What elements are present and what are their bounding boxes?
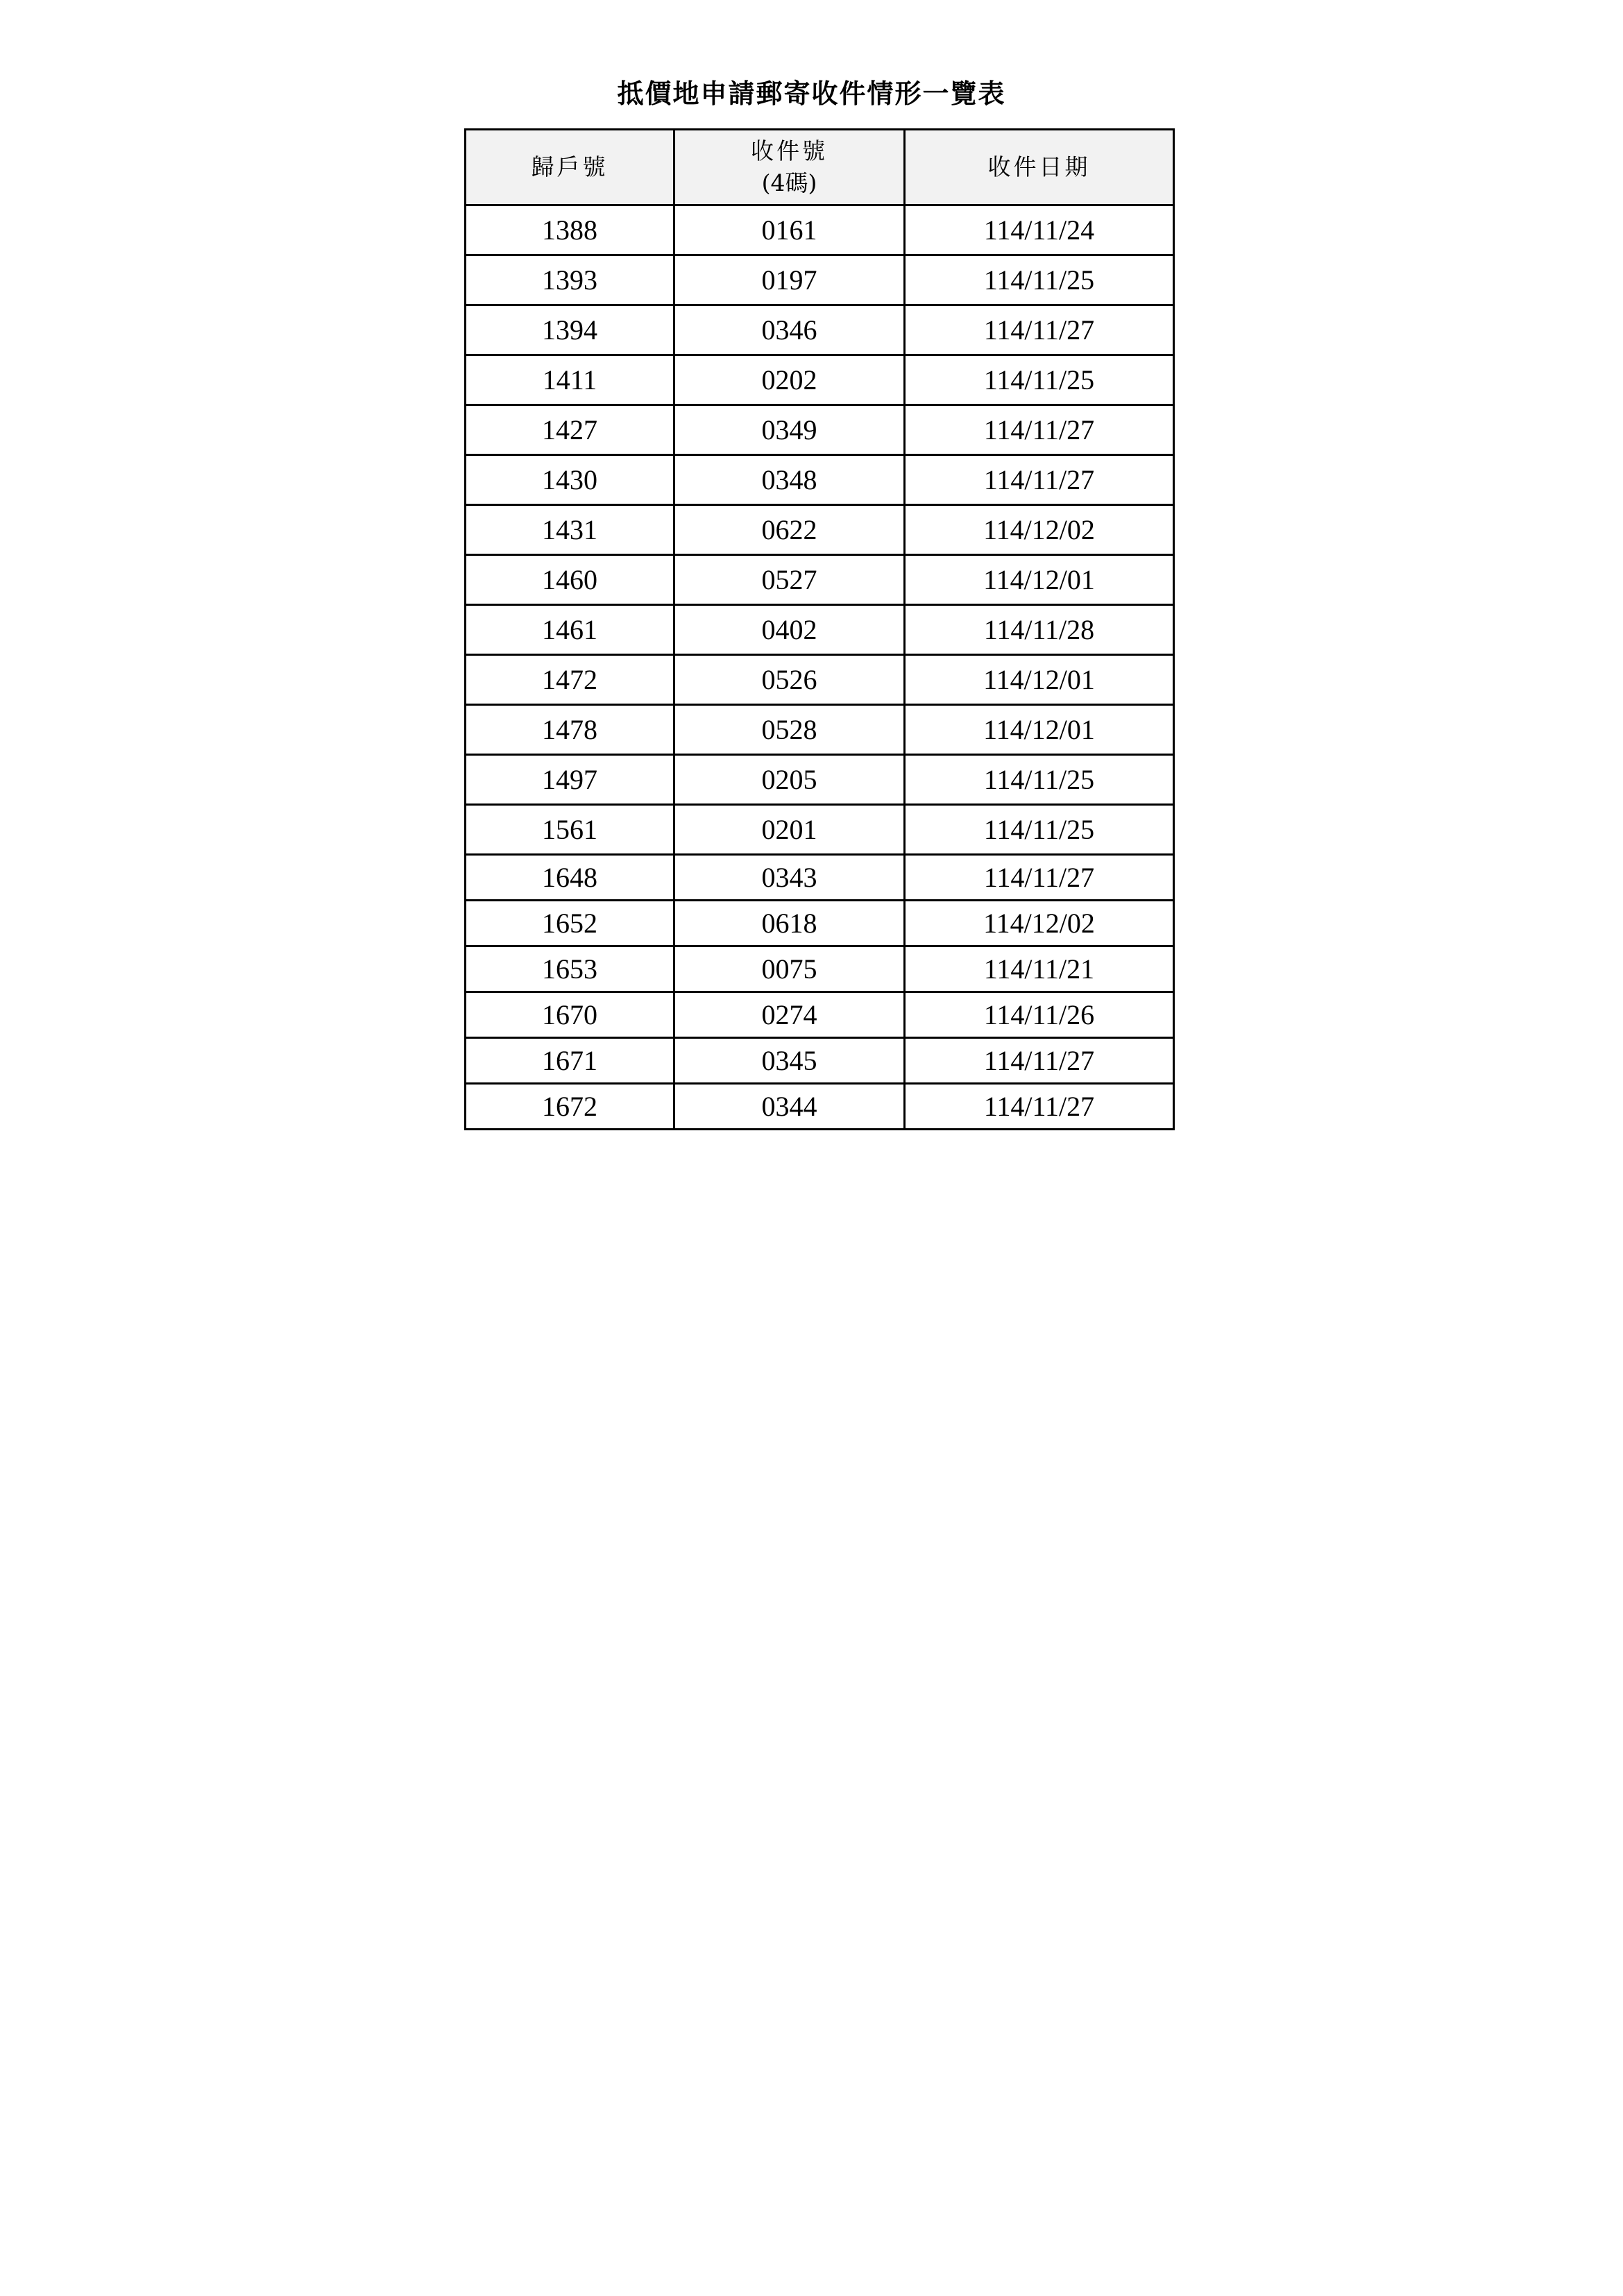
- cell-receipt-no: 0343: [674, 855, 905, 901]
- header-row: [466, 130, 1174, 205]
- header-receipt-no: [674, 130, 905, 205]
- table-row: [466, 1038, 1174, 1084]
- cell-receipt-date: 114/11/27: [905, 1038, 1174, 1084]
- table-row: [466, 505, 1174, 555]
- cell-receipt-date: 114/12/02: [905, 505, 1174, 555]
- cell-household-no: 1411: [466, 355, 674, 405]
- table-row: [466, 755, 1174, 805]
- cell-receipt-date: 114/11/25: [905, 355, 1174, 405]
- cell-receipt-date: 114/11/27: [905, 305, 1174, 355]
- cell-household-no: 1430: [466, 455, 674, 505]
- table-row: [466, 405, 1174, 455]
- cell-receipt-no: 0345: [674, 1038, 905, 1084]
- cell-receipt-date: 114/12/01: [905, 555, 1174, 605]
- page-title: 抵價地申請郵寄收件情形一覽表: [617, 78, 1006, 109]
- cell-receipt-date: 114/11/21: [905, 946, 1174, 992]
- table-header: [466, 130, 1174, 205]
- cell-household-no: 1394: [466, 305, 674, 355]
- cell-receipt-no: 0402: [674, 605, 905, 655]
- cell-receipt-date: 114/11/25: [905, 755, 1174, 805]
- cell-household-no: 1670: [466, 992, 674, 1038]
- cell-receipt-no: 0527: [674, 555, 905, 605]
- table-row: [466, 855, 1174, 901]
- cell-receipt-date: 114/12/02: [905, 901, 1174, 946]
- cell-receipt-date: 114/12/01: [905, 655, 1174, 705]
- header-receipt-date: 收件日期: [905, 130, 1174, 205]
- cell-household-no: 1460: [466, 555, 674, 605]
- cell-receipt-no: 0205: [674, 755, 905, 805]
- cell-receipt-no: 0197: [674, 255, 905, 305]
- table-row: [466, 705, 1174, 755]
- cell-receipt-date: 114/11/26: [905, 992, 1174, 1038]
- table-row: [466, 205, 1174, 255]
- cell-receipt-date: 114/11/25: [905, 805, 1174, 855]
- header-receipt-no-sub: (4碼): [761, 169, 817, 196]
- cell-household-no: 1478: [466, 705, 674, 755]
- cell-household-no: 1648: [466, 855, 674, 901]
- cell-receipt-date: 114/12/01: [905, 705, 1174, 755]
- table-row: [466, 305, 1174, 355]
- table-row: [466, 655, 1174, 705]
- cell-receipt-no: 0348: [674, 455, 905, 505]
- cell-household-no: 1653: [466, 946, 674, 992]
- cell-receipt-no: 0622: [674, 505, 905, 555]
- table-row: [466, 555, 1174, 605]
- table-body: [466, 205, 1174, 1130]
- cell-household-no: 1561: [466, 805, 674, 855]
- cell-household-no: 1461: [466, 605, 674, 655]
- cell-receipt-no: 0346: [674, 305, 905, 355]
- cell-receipt-no: 0201: [674, 805, 905, 855]
- table-row: [466, 946, 1174, 992]
- cell-receipt-no: 0526: [674, 655, 905, 705]
- cell-receipt-no: 0349: [674, 405, 905, 455]
- cell-household-no: 1497: [466, 755, 674, 805]
- table-row: [466, 455, 1174, 505]
- cell-household-no: 1393: [466, 255, 674, 305]
- cell-receipt-no: 0344: [674, 1084, 905, 1130]
- cell-receipt-no: 0274: [674, 992, 905, 1038]
- table-row: [466, 355, 1174, 405]
- cell-receipt-no: 0528: [674, 705, 905, 755]
- table-row: [466, 992, 1174, 1038]
- table-row: [466, 805, 1174, 855]
- receipt-table: [464, 128, 1175, 1130]
- cell-receipt-date: 114/11/28: [905, 605, 1174, 655]
- table-row: [466, 255, 1174, 305]
- cell-household-no: 1671: [466, 1038, 674, 1084]
- cell-receipt-date: 114/11/27: [905, 1084, 1174, 1130]
- cell-receipt-no: 0202: [674, 355, 905, 405]
- cell-household-no: 1431: [466, 505, 674, 555]
- cell-receipt-no: 0618: [674, 901, 905, 946]
- cell-household-no: 1427: [466, 405, 674, 455]
- table-row: [466, 605, 1174, 655]
- cell-household-no: 1652: [466, 901, 674, 946]
- cell-household-no: 1672: [466, 1084, 674, 1130]
- header-household-no: 歸戶號: [466, 130, 674, 205]
- table-row: [466, 901, 1174, 946]
- cell-receipt-date: 114/11/27: [905, 855, 1174, 901]
- table-row: [466, 1084, 1174, 1130]
- cell-receipt-no: 0161: [674, 205, 905, 255]
- cell-receipt-date: 114/11/25: [905, 255, 1174, 305]
- header-receipt-no-label: 收件號: [751, 137, 828, 164]
- cell-household-no: 1388: [466, 205, 674, 255]
- cell-household-no: 1472: [466, 655, 674, 705]
- cell-receipt-date: 114/11/27: [905, 455, 1174, 505]
- cell-receipt-date: 114/11/24: [905, 205, 1174, 255]
- cell-receipt-no: 0075: [674, 946, 905, 992]
- cell-receipt-date: 114/11/27: [905, 405, 1174, 455]
